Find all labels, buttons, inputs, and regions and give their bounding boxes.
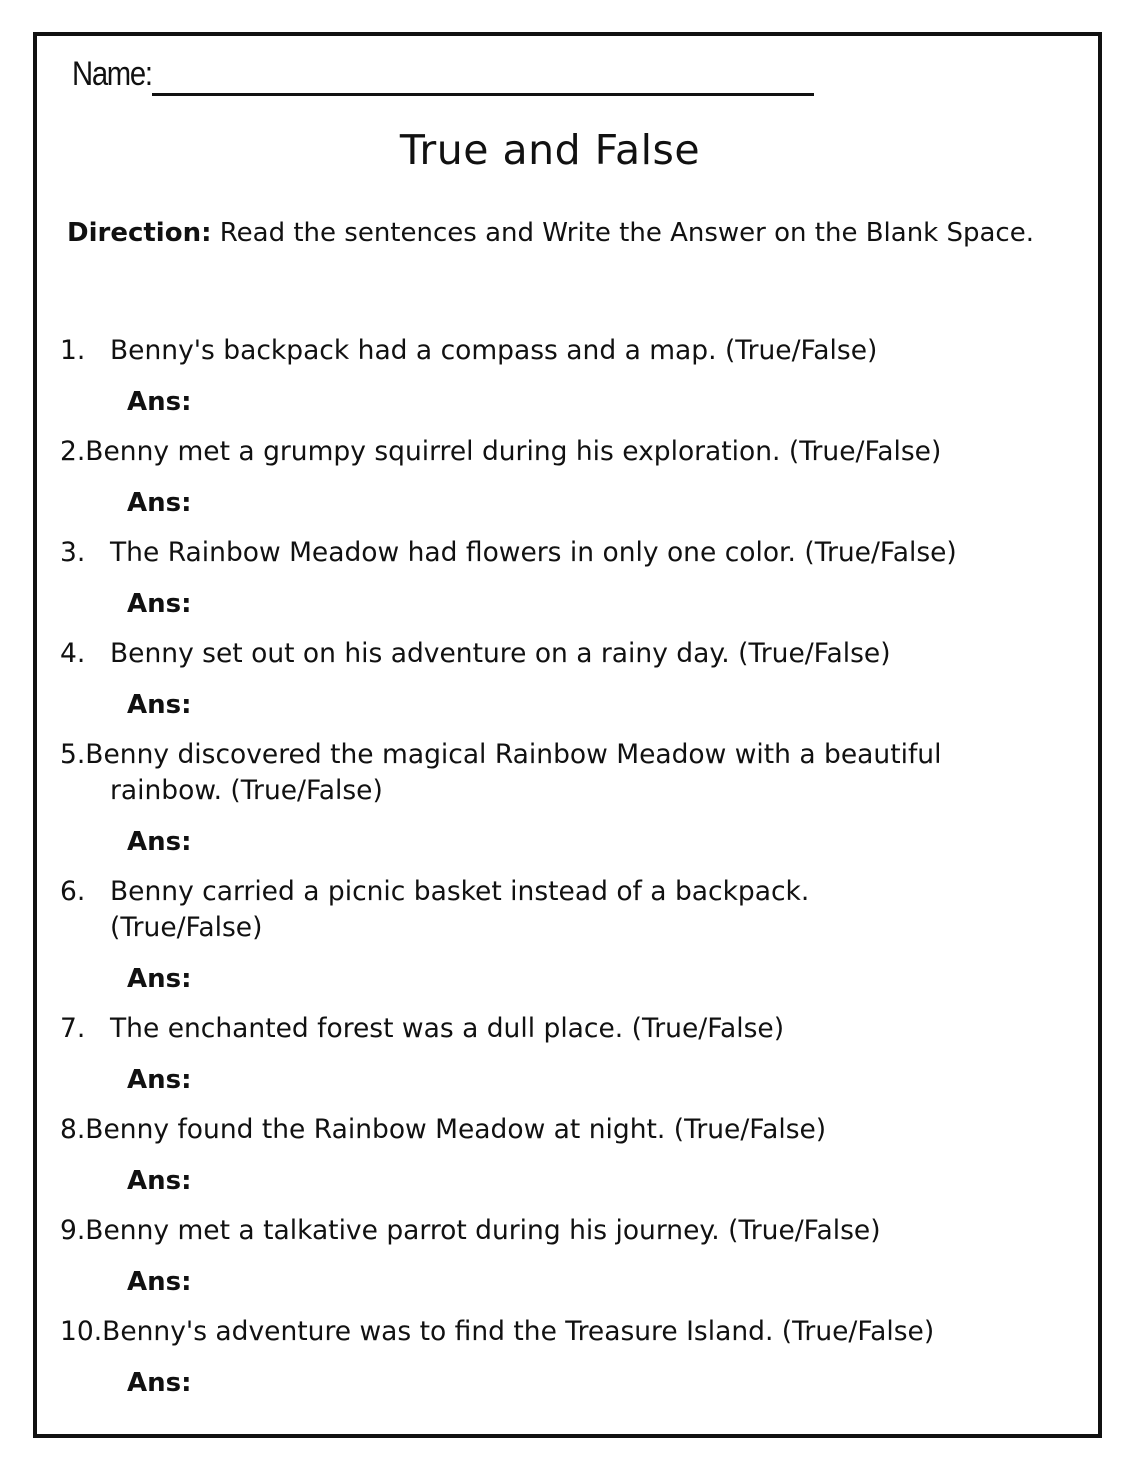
answer-label-7[interactable]: Ans:: [127, 1065, 192, 1095]
answer-label-5[interactable]: Ans:: [127, 827, 192, 857]
answer-label-4[interactable]: Ans:: [127, 690, 192, 720]
answer-label-3[interactable]: Ans:: [127, 589, 192, 619]
question-text: The enchanted forest was a dull place. (True/False): [110, 1013, 785, 1044]
question-8: [60, 1112, 1090, 1148]
question-text-continued: (True/False): [110, 912, 263, 943]
name-row: [72, 54, 165, 94]
question-text: Benny discovered the magical Rainbow Meadow with a beautiful: [85, 739, 942, 770]
question-text: Benny met a talkative parrot during his journey. (True/False): [85, 1215, 881, 1246]
question-text: The Rainbow Meadow had flowers in only one color. (True/False): [110, 537, 957, 568]
question-4: [60, 636, 1090, 672]
question-number: 10.: [60, 1316, 103, 1347]
question-1: [60, 333, 1090, 369]
question-number: 8.: [60, 1114, 86, 1145]
question-6: [60, 874, 1090, 946]
question-text: Benny set out on his adventure on a rainy day. (True/False): [110, 638, 891, 669]
question-text-continued: rainbow. (True/False): [110, 775, 383, 806]
direction-body: Read the sentences and Write the Answer on the Blank Space.: [211, 218, 1034, 248]
question-text: Benny's adventure was to find the Treasure Island. (True/False): [102, 1316, 935, 1347]
answer-label-10[interactable]: Ans:: [127, 1368, 192, 1398]
answer-label-8[interactable]: Ans:: [127, 1166, 192, 1196]
question-number: 9.: [60, 1215, 86, 1246]
question-text: Benny's backpack had a compass and a map. (True/False): [110, 335, 878, 366]
question-number: 5.: [60, 739, 86, 770]
answer-label-2[interactable]: Ans:: [127, 488, 192, 518]
question-3: [60, 535, 1090, 571]
question-7: [60, 1011, 1090, 1047]
direction-text: [67, 216, 1057, 251]
question-9: [60, 1213, 1090, 1249]
direction-label: Direction:: [67, 218, 212, 248]
answer-label-9[interactable]: Ans:: [127, 1267, 192, 1297]
question-number: 4.: [60, 638, 86, 669]
question-2: [60, 434, 1090, 470]
question-5: [60, 737, 1090, 809]
question-number: 3.: [60, 537, 86, 568]
question-text: Benny carried a picnic basket instead of a backpack.: [110, 876, 810, 907]
question-text: Benny met a grumpy squirrel during his exploration. (True/False): [85, 436, 942, 467]
question-number: 1.: [60, 335, 86, 366]
name-label: Name:: [72, 55, 152, 93]
answer-label-6[interactable]: Ans:: [127, 964, 192, 994]
worksheet-title: True and False: [399, 126, 701, 174]
question-text: Benny found the Rainbow Meadow at night. (True/False): [85, 1114, 827, 1145]
question-number: 2.: [60, 436, 86, 467]
question-number: 7.: [60, 1013, 86, 1044]
name-blank-line[interactable]: [152, 93, 814, 96]
question-number: 6.: [60, 876, 86, 907]
answer-label-1[interactable]: Ans:: [127, 387, 192, 417]
question-10: [60, 1314, 1090, 1350]
